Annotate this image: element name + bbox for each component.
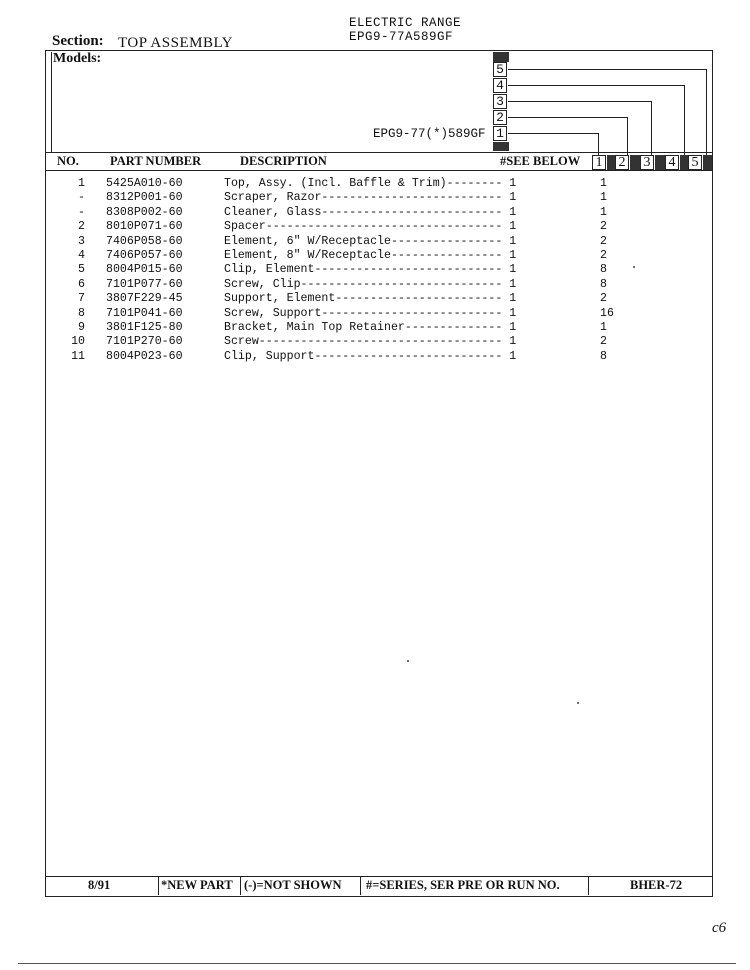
part-number: 8004P023-60 <box>106 349 183 363</box>
part-no: 5 <box>78 263 85 277</box>
model-box-5: 5 <box>493 62 507 77</box>
col-part-number: PART NUMBER <box>110 154 202 168</box>
part-number: 8308P002-60 <box>106 205 183 219</box>
part-no: 8 <box>78 306 85 320</box>
series-gap <box>703 155 712 170</box>
series-col-2: 2 <box>615 155 629 170</box>
part-number: 8312P001-60 <box>106 191 183 205</box>
part-qty: 2 <box>600 335 607 349</box>
part-description: Screw, Clip----------------------------- 1 <box>224 277 517 291</box>
model-tree-label: EPG9-77(*)589GF <box>373 127 486 141</box>
part-number: 3807F229-45 <box>106 292 183 306</box>
col-no: NO. <box>57 154 79 168</box>
part-number: 3801F125-80 <box>106 320 183 334</box>
series-gap <box>607 155 615 170</box>
scan-speck <box>577 702 579 704</box>
part-number: 7101P077-60 <box>106 277 183 291</box>
part-no: 2 <box>78 220 85 234</box>
part-qty: 2 <box>600 220 607 234</box>
models-label: Models: <box>53 51 102 66</box>
header-rule-top <box>46 152 712 153</box>
part-description: Element, 8" W/Receptacle---------------- 1 <box>224 248 517 262</box>
part-qty: 1 <box>600 320 607 334</box>
part-no: 6 <box>78 277 85 291</box>
part-number: 5425A010-60 <box>106 177 183 190</box>
part-no: 11 <box>71 349 85 363</box>
series-col-5: 5 <box>688 155 702 170</box>
footer-divider <box>158 877 159 895</box>
document-title: ELECTRIC RANGE <box>349 16 462 30</box>
models-divider <box>51 52 52 152</box>
footer-date: 8/91 <box>88 878 111 892</box>
part-qty: 2 <box>600 248 607 262</box>
part-description: Scraper, Razor-------------------------- 1 <box>224 191 517 205</box>
part-no: 4 <box>78 248 85 262</box>
footer-not-shown: (-)=NOT SHOWN <box>244 878 342 892</box>
section-value: TOP ASSEMBLY <box>118 35 233 51</box>
scan-speck <box>407 660 409 662</box>
part-qty: 8 <box>600 263 607 277</box>
part-no: 3 <box>78 234 85 248</box>
part-number: 7101P270-60 <box>106 335 183 349</box>
footer-code: BHER-72 <box>630 878 683 892</box>
part-number: 8010P071-60 <box>106 220 183 234</box>
header-rule-bottom <box>46 170 712 171</box>
footer-divider <box>360 877 361 895</box>
part-no: 1 <box>78 177 85 190</box>
scan-speck <box>633 266 635 268</box>
part-description: Top, Assy. (Incl. Baffle & Trim)-------- 1 <box>224 177 517 190</box>
col-see-below: #SEE BELOW <box>500 154 581 168</box>
part-description: Spacer---------------------------------- 1 <box>224 220 517 234</box>
part-number: 7406P058-60 <box>106 234 183 248</box>
model-box-3: 3 <box>493 94 507 109</box>
tree-cap-bottom <box>493 142 509 151</box>
section-label: Section: <box>52 33 104 49</box>
series-gap <box>630 155 640 170</box>
part-qty: 1 <box>600 191 607 205</box>
part-description: Element, 6" W/Receptacle---------------- 1 <box>224 234 517 248</box>
footer-divider <box>240 877 241 895</box>
part-description: Support, Element------------------------ 1 <box>224 292 517 306</box>
part-no: - <box>78 205 85 219</box>
part-no: 9 <box>78 320 85 334</box>
footer-new-part: *NEW PART <box>161 878 233 892</box>
part-description: Screw, Support-------------------------- 1 <box>224 306 517 320</box>
footer-rule <box>46 876 712 877</box>
part-number: 8004P015-60 <box>106 263 183 277</box>
page-bottom-rule <box>18 963 736 964</box>
part-description: Bracket, Main Top Retainer-------------- 1 <box>224 320 517 334</box>
part-description: Clip, Element--------------------------- 1 <box>224 263 517 277</box>
model-box-1: 1 <box>493 126 507 141</box>
series-col-1: 1 <box>592 155 606 170</box>
part-qty: 1 <box>600 205 607 219</box>
handwritten-page-mark: c6 <box>712 920 727 936</box>
part-number: 7406P057-60 <box>106 248 183 262</box>
series-col-3: 3 <box>640 155 654 170</box>
col-description: DESCRIPTION <box>240 154 327 168</box>
series-gap <box>680 155 688 170</box>
part-qty: 2 <box>600 292 607 306</box>
part-qty: 1 <box>600 177 607 190</box>
part-qty: 16 <box>600 306 614 320</box>
model-number: EPG9-77A589GF <box>349 30 454 44</box>
part-no: 7 <box>78 292 85 306</box>
part-description: Cleaner, Glass-------------------------- 1 <box>224 205 517 219</box>
model-box-4: 4 <box>493 78 507 93</box>
part-number: 7101P041-60 <box>106 306 183 320</box>
footer-divider <box>588 877 589 895</box>
series-gap <box>655 155 665 170</box>
tree-cap-top <box>493 52 509 62</box>
part-qty: 2 <box>600 234 607 248</box>
part-no: - <box>78 191 85 205</box>
part-qty: 8 <box>600 349 607 363</box>
part-description: Clip, Support--------------------------- 1 <box>224 349 517 363</box>
part-description: Screw----------------------------------- 1 <box>224 335 517 349</box>
model-box-2: 2 <box>493 110 507 125</box>
part-qty: 8 <box>600 277 607 291</box>
series-col-4: 4 <box>665 155 679 170</box>
footer-series-note: #=SERIES, SER PRE OR RUN NO. <box>366 878 560 892</box>
part-no: 10 <box>71 335 85 349</box>
